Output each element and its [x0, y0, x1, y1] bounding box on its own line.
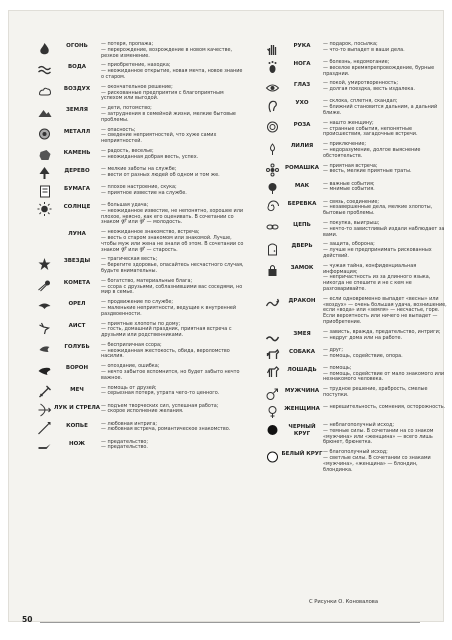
symbol-name: ВОРОН: [65, 365, 89, 372]
symbol-meaning: — болезнь, недомогание; — веселое времяпрепровождение, бурные празднии.: [323, 59, 435, 77]
symbol-meaning: — если одновременно выпадет «весны» или «воздух» — очень большая удача, вознишение, если «вода» или «земля» — несчастье, горе. Если вероятность или ничего не выпадет — приобретение.: [323, 295, 447, 325]
symbol-name: ЗЕМЛЯ: [66, 107, 88, 114]
lily-icon: [263, 141, 281, 156]
symbol-meaning: — защита, оборона; — лучше не предпринимать рискованных действий.: [323, 241, 432, 259]
magazine-page: [8, 10, 447, 622]
symbol-meaning: — любовная интрига; — любовная встреча, романтическое знакомство.: [101, 420, 231, 433]
symbol-entry: [35, 403, 245, 418]
symbol-name: МЕЧ: [70, 386, 84, 393]
symbol-name: ЖЕНЩИНА: [284, 406, 320, 413]
symbol-name: ЗМЕЯ: [293, 330, 311, 337]
symbol-meaning: — бесприличная ссора; — неожиданная жестокость, обида, вероломство насилия.: [101, 341, 230, 360]
symbol-name: КОМЕТА: [63, 279, 91, 286]
black-circle-icon: [263, 422, 281, 437]
dragon-icon: [263, 296, 281, 311]
symbol-entry: [35, 184, 245, 199]
raven-icon: [35, 363, 53, 378]
page-number: 50: [22, 615, 33, 624]
symbol-name: РОМАШКА: [285, 164, 319, 171]
symbol-meaning: — трагическая весть; — берегите здоровье, опасайтесь несчастного случая, будьте внимательны.: [101, 256, 244, 274]
symbol-entry: [263, 329, 447, 344]
symbol-name: ЧЕРНЫЙ КРУГ: [288, 424, 316, 437]
symbol-meaning: — подарок, посылка; — что-то выпадет в ваши дела.: [323, 41, 405, 53]
symbol-meaning: — опоздание, ошибка; — нечто забытое вспомнится, но будет забыто нечто важное.: [101, 363, 240, 381]
symbol-name: ДРАКОН: [288, 297, 316, 304]
symbol-meaning: — покой, умиротворенность; — долгая поездка, весть издалека.: [323, 80, 415, 93]
symbol-name: ДВЕРЬ: [291, 243, 313, 250]
symbol-meaning: — помощь; — помощь, содействие от мало знакомого или незнакомого человека.: [323, 364, 445, 383]
symbol-entry: [263, 163, 447, 178]
chamomile-icon: [263, 163, 281, 178]
symbol-meaning: — потеря, пропажа; — перерождение, возрождение в новом качестве, резкое изменение.: [101, 41, 233, 59]
symbol-name: МАК: [294, 182, 310, 189]
symbol-entry: [35, 299, 245, 317]
symbol-meaning: — опасность; — сведение неприятностей, что хуже самих неприятностей.: [101, 126, 217, 145]
symbol-meaning: — помощь от друзей; — серьезная потеря, утрата чего-то ценного.: [101, 384, 220, 397]
wind-cloud-icon: [35, 84, 53, 99]
lock-icon: [263, 263, 281, 278]
symbol-entry: [35, 127, 245, 145]
symbol-meaning: — склока, сплетня, скандал; — ближний становится дальним, а дальний ближе.: [323, 98, 438, 116]
symbol-entry: [263, 347, 447, 362]
sun-icon: [35, 202, 53, 217]
symbol-meaning: — плохое настроение, скука; — приятное известие на службе.: [101, 183, 187, 196]
snake-icon: [263, 329, 281, 344]
page-bottom-rule: [40, 622, 420, 623]
symbol-meaning: — важные события; — мнимые события.: [323, 180, 375, 193]
symbol-name: МУЖЧИНА: [284, 388, 320, 395]
symbol-meaning: — приятная встреча; — весть, мелкие приятные траты.: [323, 162, 412, 175]
symbol-name: ВОДА: [67, 64, 87, 71]
dog-icon: [263, 347, 281, 362]
symbol-entry: [263, 404, 447, 419]
symbol-entry: [35, 278, 245, 296]
symbol-name: ОРЕЛ: [68, 301, 86, 308]
white-circle-icon: [263, 449, 281, 464]
symbol-name: РОЗА: [293, 121, 311, 128]
symbol-meaning: — нерешительность, сомнения, осторожность.: [323, 404, 446, 411]
symbol-name: ЛУНА: [68, 231, 86, 238]
symbol-entry: [263, 199, 447, 217]
symbol-name: КАМЕНЬ: [63, 149, 91, 156]
symbol-entry: [263, 386, 447, 401]
symbol-name: БУМАГА: [64, 185, 90, 192]
symbol-entry: [35, 148, 245, 163]
bow-arrow-icon: [35, 403, 53, 418]
chain-icon: [263, 220, 281, 235]
hand-icon: [263, 41, 281, 56]
symbol-entry: [35, 256, 245, 274]
symbol-entry: [35, 41, 245, 59]
symbol-name: ЛИЛИЯ: [290, 143, 314, 150]
symbol-name: ГЛАЗ: [293, 82, 311, 89]
female-icon: [263, 404, 281, 419]
symbol-entry: [263, 241, 447, 259]
symbol-entry: [35, 421, 245, 436]
symbol-entry: [263, 181, 447, 196]
symbol-meaning: — благополучный исход; — светлые силы. В сочетании со знаками «мужчина», «женщина» — блондин, блондинка.: [323, 449, 431, 473]
symbol-name: НОГА: [293, 61, 311, 67]
symbol-name: ОГОНЬ: [66, 43, 88, 49]
symbol-entry: [263, 220, 447, 238]
symbol-meaning: — радость, веселье; — неожиданная добрая весть, успех.: [101, 147, 199, 160]
symbol-name: СОЛНЦЕ: [63, 203, 91, 210]
symbol-name: СОБАКА: [289, 348, 315, 355]
rope-icon: [263, 199, 281, 214]
stone-icon: [35, 148, 53, 163]
symbol-meaning: — дети, потомство; — затруднения в семейной жизни, мелкие бытовые проблемы.: [101, 105, 236, 123]
symbol-entry: [263, 120, 447, 138]
symbol-meaning: — трудное решение, храбрость, смелые поступки.: [323, 386, 428, 398]
symbol-meaning: — приключение; — недоразумение, долгое выяснение обстоятельств.: [323, 141, 421, 159]
symbol-entry: [35, 342, 245, 360]
male-icon: [263, 386, 281, 401]
symbol-name: ГОЛУБЬ: [64, 343, 90, 350]
symbol-name: МЕТАЛЛ: [63, 128, 91, 135]
symbol-entry: [263, 449, 447, 473]
symbol-meaning: — нашто женщину; — странные события, непонятные происшествия, загадочные встречи.: [323, 119, 418, 138]
symbol-meaning: — продвижение по службе; — маленькие неприятности, ведущие к внутренней раздвоенности.: [101, 299, 237, 317]
ground-icon: [35, 105, 53, 120]
door-icon: [263, 241, 281, 256]
symbol-meaning: — неожиданное знакомство, встреча; — весть о старом знакомом или знакомой. Лучше, чтобы муж или жена не знали об этом. В сочетании со знаком ⚤ или ⚤ — старость.: [101, 229, 244, 253]
symbol-entry: [35, 105, 245, 123]
symbol-entry: [263, 41, 447, 56]
symbol-entry: [263, 141, 447, 159]
water-waves-icon: [35, 62, 53, 77]
stork-icon: [35, 321, 53, 336]
comet-icon: [35, 278, 53, 293]
symbol-name: БЕРЕВКА: [287, 200, 317, 207]
symbol-name: БЕЛЫЙ КРУГ: [281, 451, 323, 458]
symbol-meaning: — мелкие заботы на службе; — вести от разных людей об одном и том же.: [101, 165, 220, 178]
symbol-name: ЗАМОК: [290, 264, 314, 271]
symbol-meaning: — покупка, выигрыш; — нечто-то завистливый издали наблюдает за вами.: [323, 219, 445, 238]
eagle-icon: [35, 299, 53, 314]
symbol-entry: [35, 439, 245, 454]
symbol-meaning: — большая удача; — неожиданное известие, не непонятно, хорошее или плохое, неясно, как его оценивать. В сочетании со знаком ⚤ или ⚤ — молодость.: [101, 201, 244, 226]
symbol-meaning: — зависть, вражда, предательство, интриги; — недруг дома или на работе.: [323, 328, 441, 341]
symbol-meaning: — богатство, материальные блага; — ссора с друзьями, соблазнившими вас соседями, но мир в семье.: [101, 277, 243, 296]
eye-icon: [263, 80, 281, 95]
horse-icon: [263, 365, 281, 380]
paper-scroll-icon: [35, 184, 53, 199]
symbol-name: РУКА: [293, 43, 311, 49]
symbol-entry: [263, 80, 447, 95]
symbol-entry: [263, 263, 447, 293]
sword-icon: [35, 385, 53, 400]
dove-icon: [35, 342, 53, 357]
symbol-meaning: — приобретение, находка; — неожиданное открытие, новая мечта, новое знание о старом.: [101, 62, 243, 80]
symbol-meaning: — приятные хлопоты по дому; — гость, домашний праздник, приятная встреча с друзьями или родственниками.: [101, 320, 232, 339]
symbol-entry: [35, 84, 245, 102]
symbol-name: ЛУК И СТРЕЛА: [53, 404, 101, 411]
symbol-entry: [35, 62, 245, 80]
symbol-entry: [35, 166, 245, 181]
symbol-name: НОЖ: [68, 440, 85, 447]
symbol-name: ЗВЕЗДЫ: [63, 258, 91, 265]
symbol-name: КОПЬЕ: [66, 422, 88, 429]
rose-icon: [263, 120, 281, 135]
symbol-entry: [35, 229, 245, 253]
metal-icon: [35, 127, 53, 142]
symbols-right-column: [263, 41, 447, 476]
symbol-meaning: — предательство; — предательство.: [101, 438, 149, 451]
symbol-name: ЛОШАДЬ: [287, 366, 317, 373]
symbol-entry: [263, 98, 447, 116]
symbol-entry: [263, 422, 447, 446]
symbol-name: ЦЕПЬ: [293, 221, 311, 228]
stars-icon: [35, 256, 53, 271]
symbol-meaning: — связь, соединение; — незавершенные дела, мелкие хлопоты, бытовые проблемы.: [323, 198, 433, 217]
flame-icon: [35, 41, 53, 56]
symbol-name: ДЕРЕВО: [64, 167, 90, 174]
tree-icon: [35, 166, 53, 181]
spear-icon: [35, 421, 53, 436]
symbols-left-column: [35, 41, 245, 457]
symbol-name: УХО: [295, 100, 309, 107]
symbol-entry: [263, 365, 447, 383]
symbol-meaning: — друг; — помощь, содействие, опора.: [323, 346, 403, 359]
foot-icon: [263, 59, 281, 74]
symbol-meaning: — подъем творческих сил, успешная работа; — скорое исполнение желания.: [101, 402, 219, 415]
symbol-entry: [263, 296, 447, 326]
symbol-meaning: — окончательное решение; — рискованные предприятия с благоприятным успехом или выгодой.: [101, 83, 224, 102]
illustration-credit: С Рисунки О. Коновалова: [309, 599, 379, 605]
symbol-meaning: — чужая тайна, конфиденциальная информация; — непричастность из за длинного языка, никогда не спешите и не с кем не разговаривайте.: [323, 262, 431, 292]
symbol-name: ВОЗДУХ: [63, 85, 91, 92]
symbol-entry: [35, 385, 245, 400]
knife-icon: [35, 439, 53, 454]
moon-icon: [35, 229, 53, 244]
symbol-entry: [263, 59, 447, 77]
symbol-name: АИСТ: [68, 322, 86, 329]
poppy-icon: [263, 181, 281, 196]
symbol-entry: [35, 321, 245, 339]
symbol-entry: [35, 363, 245, 381]
symbol-meaning: — неблагополучный исход; — темные силы. В сочетании на со знаком «мужчина» или «женщина» — всего лишь брюнет, брюнетка.: [323, 422, 434, 446]
ear-icon: [263, 98, 281, 113]
symbol-entry: [35, 202, 245, 226]
